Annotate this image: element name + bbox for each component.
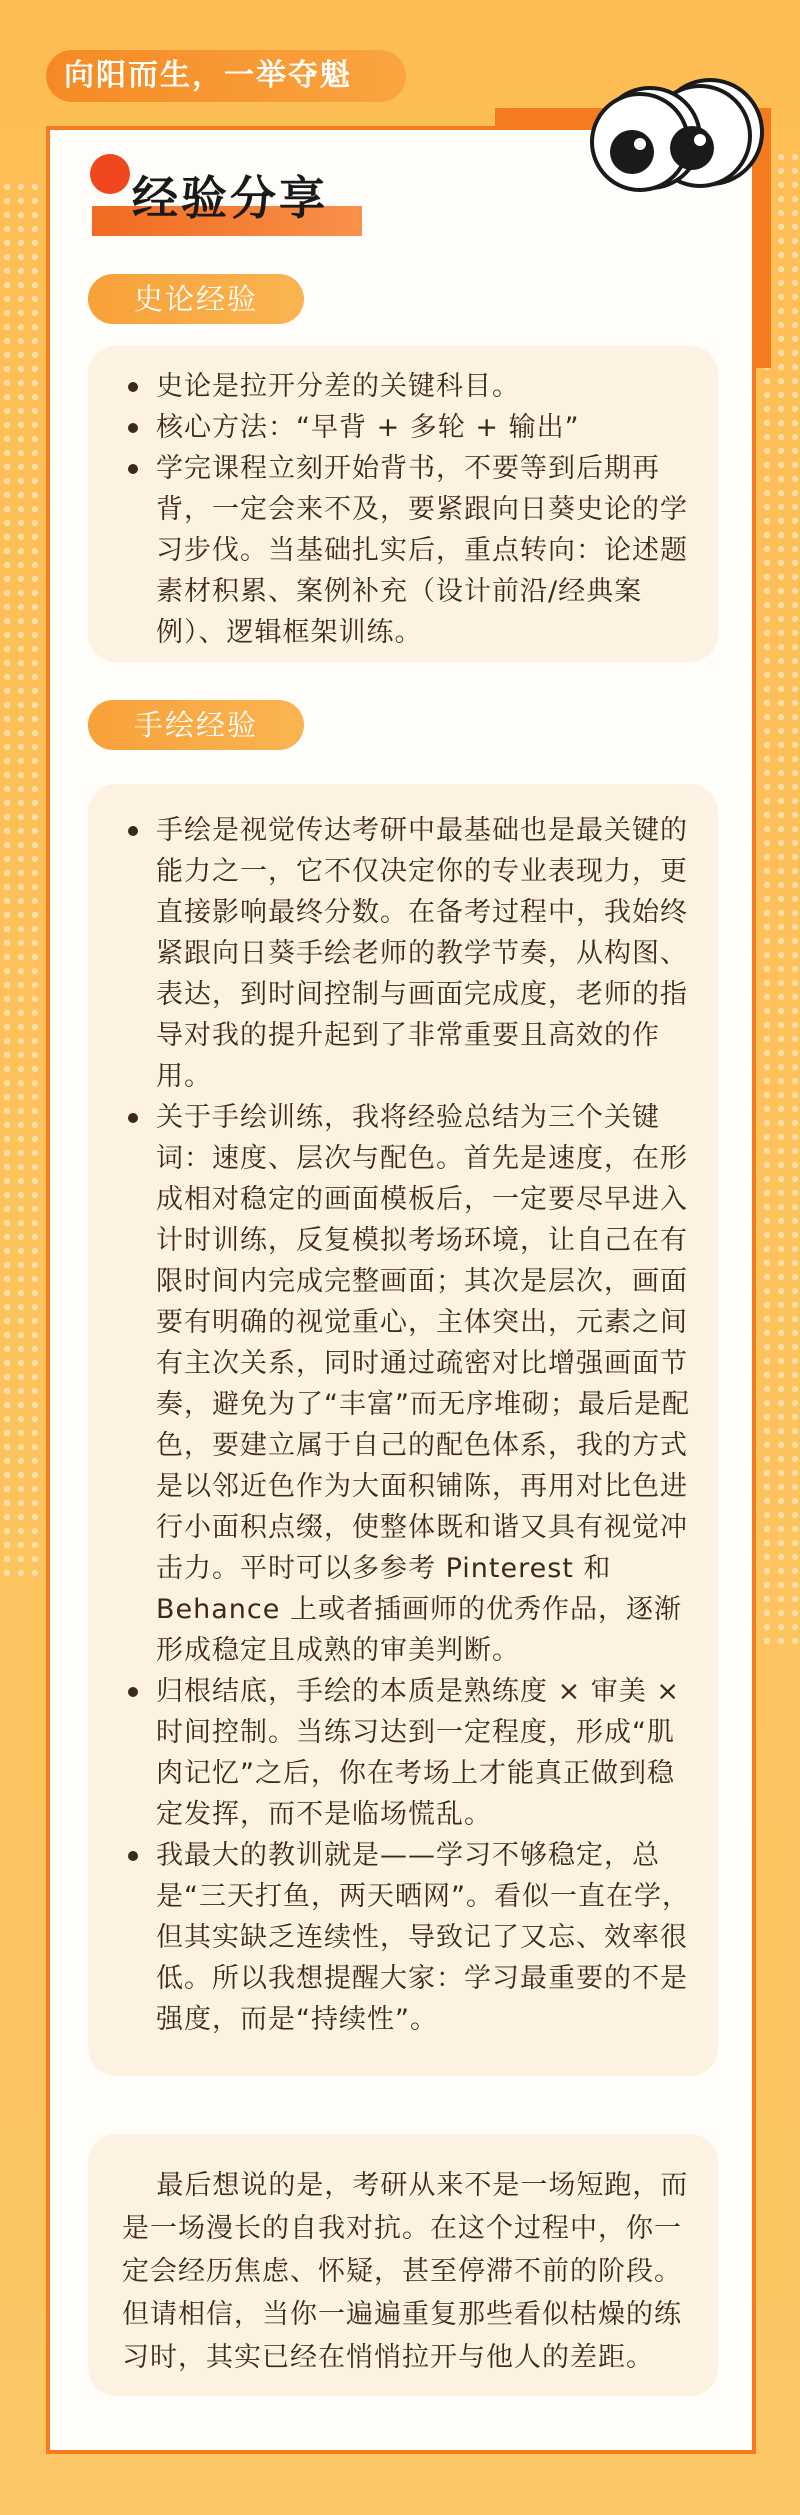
list-item: 学完课程立刻开始背书，不要等到后期再背，一定会来不及，要紧跟向日葵史论的学习步伐。当基础扎实后，重点转向：论述题素材积累、案例补充（设计前沿/经典案例）、逻辑框架训练。	[122, 448, 692, 653]
halftone-dots-right	[760, 150, 800, 1650]
slogan-tag: 向阳而生，一举夺魁	[46, 50, 406, 102]
list-item: 归根结底，手绘的本质是熟练度 × 审美 × 时间控制。当练习达到一定程度，形成“肌肉记忆”之后，你在考场上才能真正做到稳定发挥，而不是临场慌乱。	[122, 1671, 692, 1835]
list-item: 我最大的教训就是——学习不够稳定，总是“三天打鱼，两天晒网”。看似一直在学，但其实缺乏连续性，导致记了又忘、效率很低。所以我想提醒大家：学习最重要的不是强度，而是“持续性”。	[122, 1835, 692, 2040]
list-item: 关于手绘训练，我将经验总结为三个关键词：速度、层次与配色。首先是速度，在形成相对稳定的画面模板后，一定要尽早进入计时训练，反复模拟考场环境，让自己在有限时间内完成完整画面；其次是层次，画面要有明确的视觉重心，主体突出，元素之间有主次关系，同时通过疏密对比增强画面节奏，避免为了“丰富”而无序堆砌；最后是配色，要建立属于自己的配色体系，我的方式是以邻近色作为大面积铺陈，再用对比色进行小面积点缀，使整体既和谐又具有视觉冲击力。平时可以多参考 Pinterest 和 Behance 上或者插画师的优秀作品，逐渐形成稳定且成熟的审美判断。	[122, 1097, 692, 1671]
card-title: 经验分享	[132, 171, 328, 225]
closing-paragraph: 最后想说的是，考研从来不是一场短跑，而是一场漫长的自我对抗。在这个过程中，你一定会经历焦虑、怀疑，甚至停滞不前的阶段。但请相信，当你一遍遍重复那些看似枯燥的练习时，其实已经在悄悄拉开与他人的差距。	[122, 2170, 689, 2373]
theory-box	[88, 346, 718, 662]
list-item: 史论是拉开分差的关键科目。	[122, 366, 692, 407]
section-tag-drawing: 手绘经验	[88, 700, 304, 750]
title-dot-icon	[90, 154, 130, 194]
section-tag-theory: 史论经验	[88, 274, 304, 324]
eyes-sticker-icon	[582, 72, 772, 202]
closing-box	[88, 2134, 718, 2396]
list-item: 核心方法：“早背 + 多轮 + 输出”	[122, 407, 692, 448]
list-item: 手绘是视觉传达考研中最基础也是最关键的能力之一，它不仅决定你的专业表现力，更直接影响最终分数。在备考过程中，我始终紧跟向日葵手绘老师的教学节奏，从构图、表达，到时间控制与画面完成度，老师的指导对我的提升起到了非常重要且高效的作用。	[122, 810, 692, 1097]
drawing-box	[88, 784, 718, 2076]
